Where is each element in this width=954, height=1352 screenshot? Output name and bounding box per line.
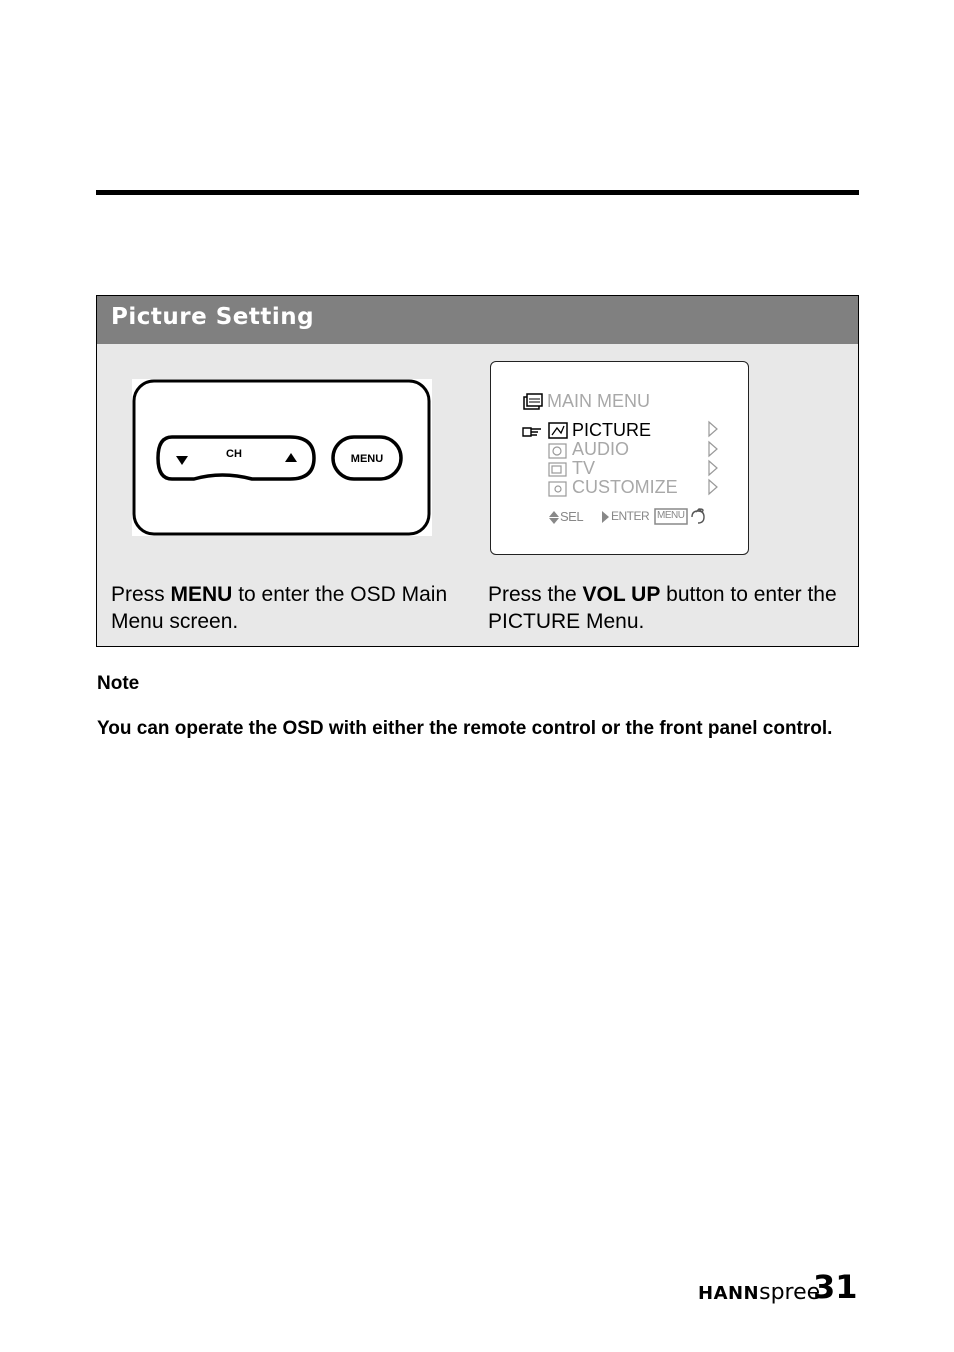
caption-right: Press the VOL UP button to enter the PICTURE Menu. [488,583,837,633]
osd-item-tv: TV [572,458,596,478]
osd-item-audio: AUDIO [572,439,630,459]
customize-icon [549,482,566,496]
main-menu-icon [524,394,542,409]
submenu-arrow-icons [709,422,717,494]
pointing-hand-icon [523,428,541,436]
osd-footer-enter: ENTER [611,509,650,523]
ch-label: CH [226,448,242,460]
enter-arrow-icon [602,511,609,523]
tv-icon [549,463,566,476]
osd-item-customize: CUSTOMIZE [572,477,678,497]
audio-icon [549,444,566,458]
picture-icon [549,423,567,438]
return-icon [692,509,704,523]
top-rule [96,190,859,195]
panel-title: Picture Setting [111,304,315,330]
sel-updown-icon [549,511,559,524]
osd-header: MAIN MENU [547,391,650,411]
panel-header [97,296,858,344]
brand-logo: HANNspree [698,1280,821,1305]
picture-setting-panel [96,295,859,647]
note-text: You can operate the OSD with either the remote control or the front panel control. [97,718,833,739]
osd-item-picture: PICTURE [572,420,652,440]
caption-left: Press MENU to enter the OSD Main Menu screen. [111,583,448,633]
page-number: 31 [813,1268,858,1306]
osd-footer-sel: SEL [560,509,584,524]
osd-main-menu-illustration [490,361,749,555]
menu-button-label: MENU [350,453,384,465]
osd-footer-menu: MENU [657,510,685,521]
note-label: Note [97,673,140,694]
front-panel-illustration [132,379,432,536]
